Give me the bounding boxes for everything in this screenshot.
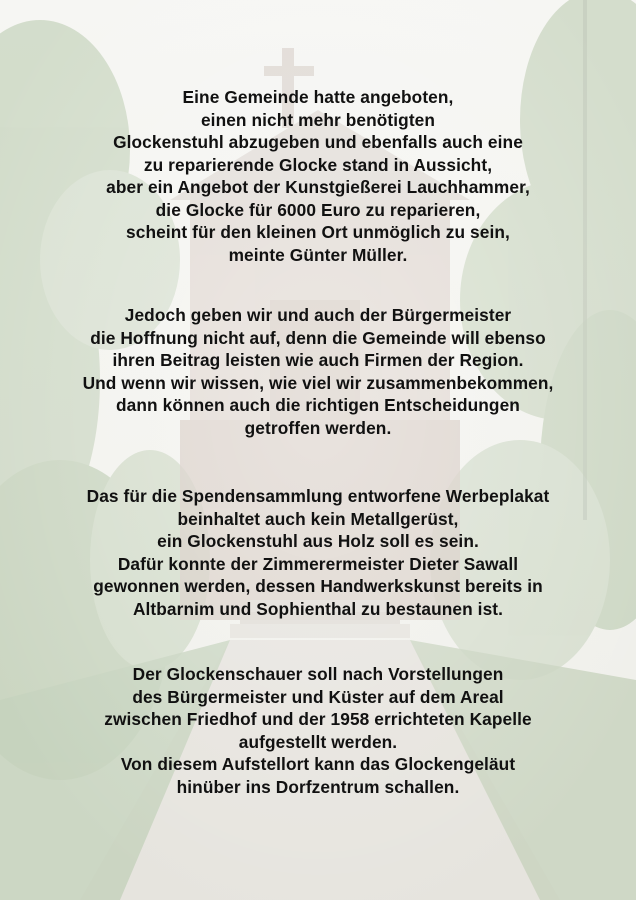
text-line: die Glocke für 6000 Euro zu reparieren, [155, 199, 481, 220]
text-line: Und wenn wir wissen, wie viel wir zusammenbekommen, [82, 372, 554, 393]
text-line: Altbarnim und Sophienthal zu bestaunen ist. [132, 598, 504, 619]
text-line: scheint für den kleinen Ort unmöglich zu sein, [126, 222, 510, 242]
text-line: aufgestellt werden. [238, 731, 398, 752]
text-line: des Bürgermeister und Küster auf dem Areal [132, 686, 504, 707]
text-line: ihren Beitrag leisten wie auch Firmen der Region. [112, 350, 524, 370]
paragraph-bell-location [0, 663, 636, 798]
text-line: Dafür konnte der Zimmerermeister Dieter Sawall [117, 553, 519, 574]
text-line: gewonnen werden, dessen Handwerkskunst bereits in [93, 576, 543, 596]
paragraph-hope-and-contributions [0, 304, 636, 439]
text-line: Jedoch geben wir und auch der Bürgermeister [124, 305, 512, 325]
text-line: Eine Gemeinde hatte angeboten, [182, 87, 454, 107]
text-line: dann können auch die richtigen Entscheidungen [116, 395, 520, 415]
text-line: Glockenstuhl abzugeben und ebenfalls auch eine [113, 132, 523, 152]
text-line: ein Glockenstuhl aus Holz soll es sein. [157, 531, 479, 551]
text-line: hinüber ins Dorfzentrum schallen. [176, 776, 460, 797]
text-line: zwischen Friedhof und der 1958 errichteten Kapelle [104, 709, 532, 729]
text-line: Das für die Spendensammlung entworfene Werbeplakat [86, 486, 550, 506]
text-line: getroffen werden. [244, 417, 392, 438]
paragraph-donation-poster [0, 485, 636, 620]
text-line: einen nicht mehr benötigten [200, 109, 436, 130]
text-line: Von diesem Aufstellort kann das Glockengeläut [120, 754, 516, 774]
text-line: zu reparierende Glocke stand in Aussicht, [143, 154, 493, 175]
text-line: aber ein Angebot der Kunstgießerei Lauchhammer, [106, 177, 530, 197]
paragraph-offered-bell-frame [0, 86, 636, 266]
text-line: Der Glockenschauer soll nach Vorstellungen [132, 664, 504, 684]
text-line: meinte Günter Müller. [228, 244, 408, 265]
text-line: die Hoffnung nicht auf, denn die Gemeinde will ebenso [90, 327, 546, 348]
text-line: beinhaltet auch kein Metallgerüst, [177, 508, 459, 529]
